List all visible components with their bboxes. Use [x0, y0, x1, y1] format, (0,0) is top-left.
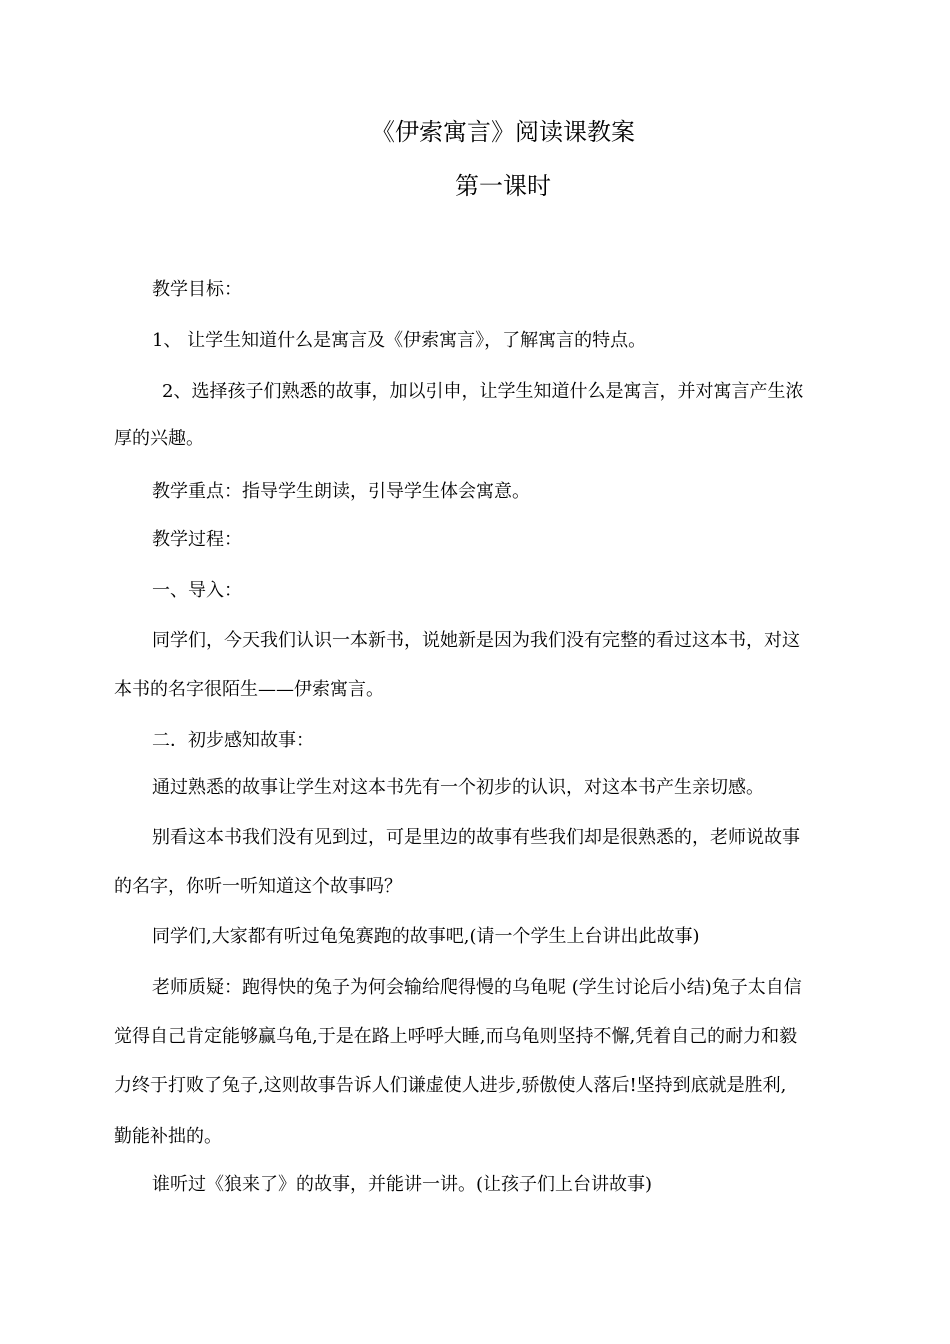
paragraph-line: 同学们,大家都有听过龟兔赛跑的故事吧,(请一个学生上台讲出此故事) [152, 926, 700, 947]
paragraph-line: 本书的名字很陌生——伊索寓言。 [114, 679, 384, 700]
paragraph-line: 老师质疑：跑得快的兔子为何会输给爬得慢的乌龟呢 (学生讨论后小结)兔子太自信 [152, 977, 802, 998]
paragraph-line: 教学目标： [152, 279, 242, 300]
paragraph-line: 2、选择孩子们熟悉的故事，加以引申，让学生知道什么是寓言，并对寓言产生浓 [162, 381, 804, 402]
paragraph-line: 谁听过《狼来了》的故事，并能讲一讲。(让孩子们上台讲故事) [152, 1174, 653, 1195]
document-subtitle: 第一课时 [455, 172, 551, 200]
paragraph-line: 二．初步感知故事： [152, 730, 314, 751]
paragraph-line: 厚的兴趣。 [114, 428, 204, 449]
paragraph-line: 力终于打败了兔子,这则故事告诉人们谦虚使人进步,骄傲使人落后!坚持到底就是胜利, [114, 1075, 787, 1096]
paragraph-line: 教学重点：指导学生朗读，引导学生体会寓意。 [152, 481, 530, 502]
document-title: 《伊索寓言》阅读课教案 [371, 118, 635, 146]
paragraph-line: 勤能补拙的。 [114, 1126, 222, 1147]
paragraph-line: 通过熟悉的故事让学生对这本书先有一个初步的认识，对这本书产生亲切感。 [152, 777, 764, 798]
paragraph-line: 教学过程： [152, 529, 242, 550]
paragraph-line: 觉得自己肯定能够赢乌龟,于是在路上呼呼大睡,而乌龟则坚持不懈,凭着自己的耐力和毅 [114, 1026, 798, 1047]
paragraph-line: 一、导入： [152, 580, 242, 601]
paragraph-line: 的名字，你听一听知道这个故事吗？ [114, 876, 402, 897]
paragraph-line: 别看这本书我们没有见到过，可是里边的故事有些我们却是很熟悉的，老师说故事 [152, 827, 800, 848]
paragraph-line: 1、 让学生知道什么是寓言及《伊索寓言》，了解寓言的特点。 [152, 330, 647, 351]
paragraph-line: 同学们，今天我们认识一本新书，说她新是因为我们没有完整的看过这本书，对这 [152, 630, 800, 651]
